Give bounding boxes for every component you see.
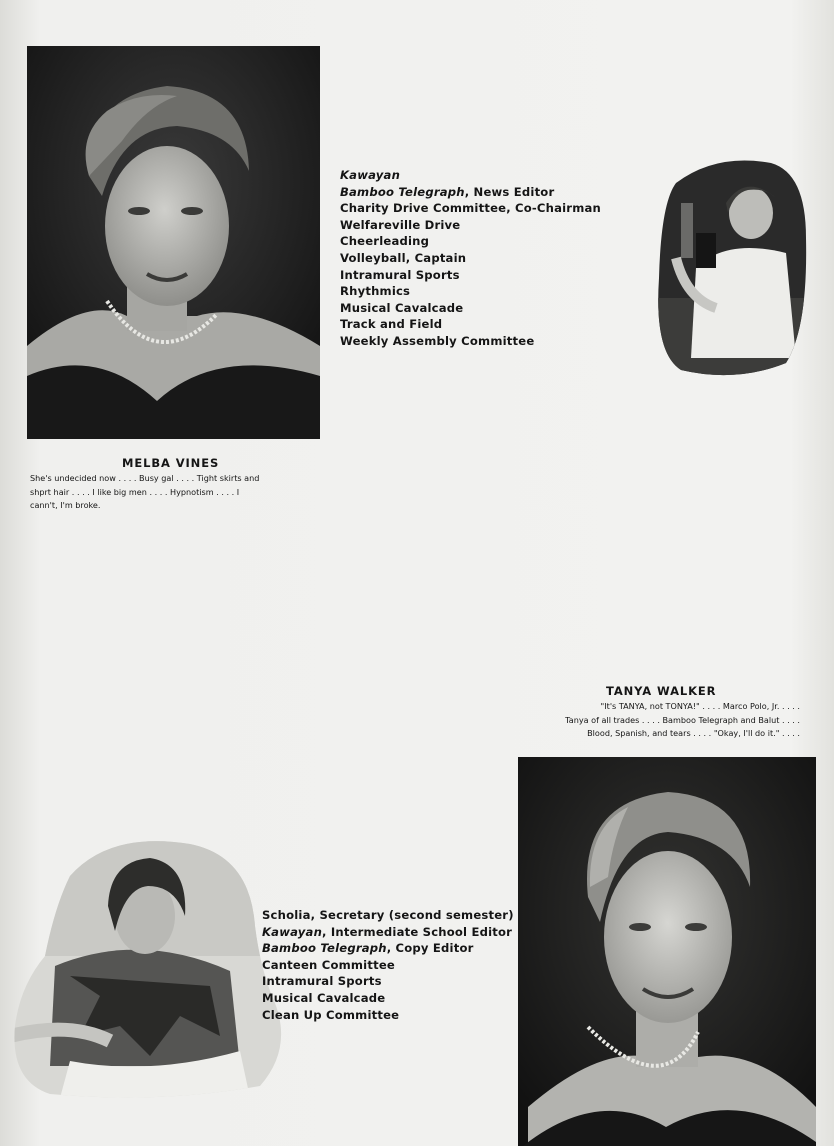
blurb-line: Tanya of all trades . . . . Bamboo Telegraph and Balut . . . .	[565, 714, 800, 725]
activity-item: Intramural Sports	[340, 267, 460, 282]
tanya-blurb	[500, 700, 800, 741]
tanya-candid-illustration	[10, 836, 285, 1098]
activity-item: Canteen Committee	[262, 957, 395, 972]
blurb-line: She's undecided now . . . . Busy gal . . . . Tight skirts and	[30, 473, 260, 483]
activity-item: Bamboo Telegraph, News Editor	[340, 184, 555, 199]
activity-item: Musical Cavalcade	[262, 990, 386, 1005]
blurb-line: cann't, I'm broke.	[30, 500, 101, 511]
activity-item: Scholia, Secretary (second semester)	[262, 908, 514, 922]
melba-portrait-photo	[27, 46, 320, 439]
melba-portrait-illustration	[27, 46, 320, 439]
activity-item: Rhythmics	[340, 284, 411, 299]
melba-blurb	[30, 472, 304, 513]
blurb-line: "It's TANYA, not TONYA!" . . . . Marco Polo, Jr. . . . .	[600, 701, 800, 711]
activity-item: Welfareville Drive	[340, 217, 461, 232]
activity-item: Bamboo Telegraph, Copy Editor	[262, 941, 474, 956]
melba-name-heading: MELBA VINES	[122, 456, 220, 470]
activity-item: Volleyball, Captain	[340, 250, 467, 265]
melba-candid-illustration	[656, 158, 808, 376]
tanya-activities-list	[262, 907, 514, 1023]
activity-item: Weekly Assembly Committee	[340, 333, 535, 348]
tanya-candid-photo	[10, 836, 285, 1098]
activity-item: Charity Drive Committee, Co-Chairman	[340, 201, 601, 216]
activity-item: Musical Cavalcade	[340, 300, 464, 315]
melba-candid-photo	[656, 158, 808, 376]
tanya-portrait-illustration	[518, 757, 816, 1146]
blurb-line: Blood, Spanish, and tears . . . . "Okay, I'll do it." . . . .	[587, 728, 800, 739]
activity-item: Kawayan, Intermediate School Editor	[262, 924, 513, 939]
blurb-line: shprt hair . . . . I like big men . . . . Hypnotism . . . . I	[30, 486, 240, 497]
activity-item: Intramural Sports	[262, 974, 382, 989]
tanya-name-heading: TANYA WALKER	[606, 684, 717, 698]
activity-item: Kawayan	[340, 168, 401, 182]
activity-item: Clean Up Committee	[262, 1007, 400, 1022]
activity-item: Track and Field	[340, 317, 443, 332]
tanya-portrait-photo	[518, 757, 816, 1146]
activity-item: Cheerleading	[340, 234, 430, 249]
melba-activities-list	[340, 167, 601, 350]
